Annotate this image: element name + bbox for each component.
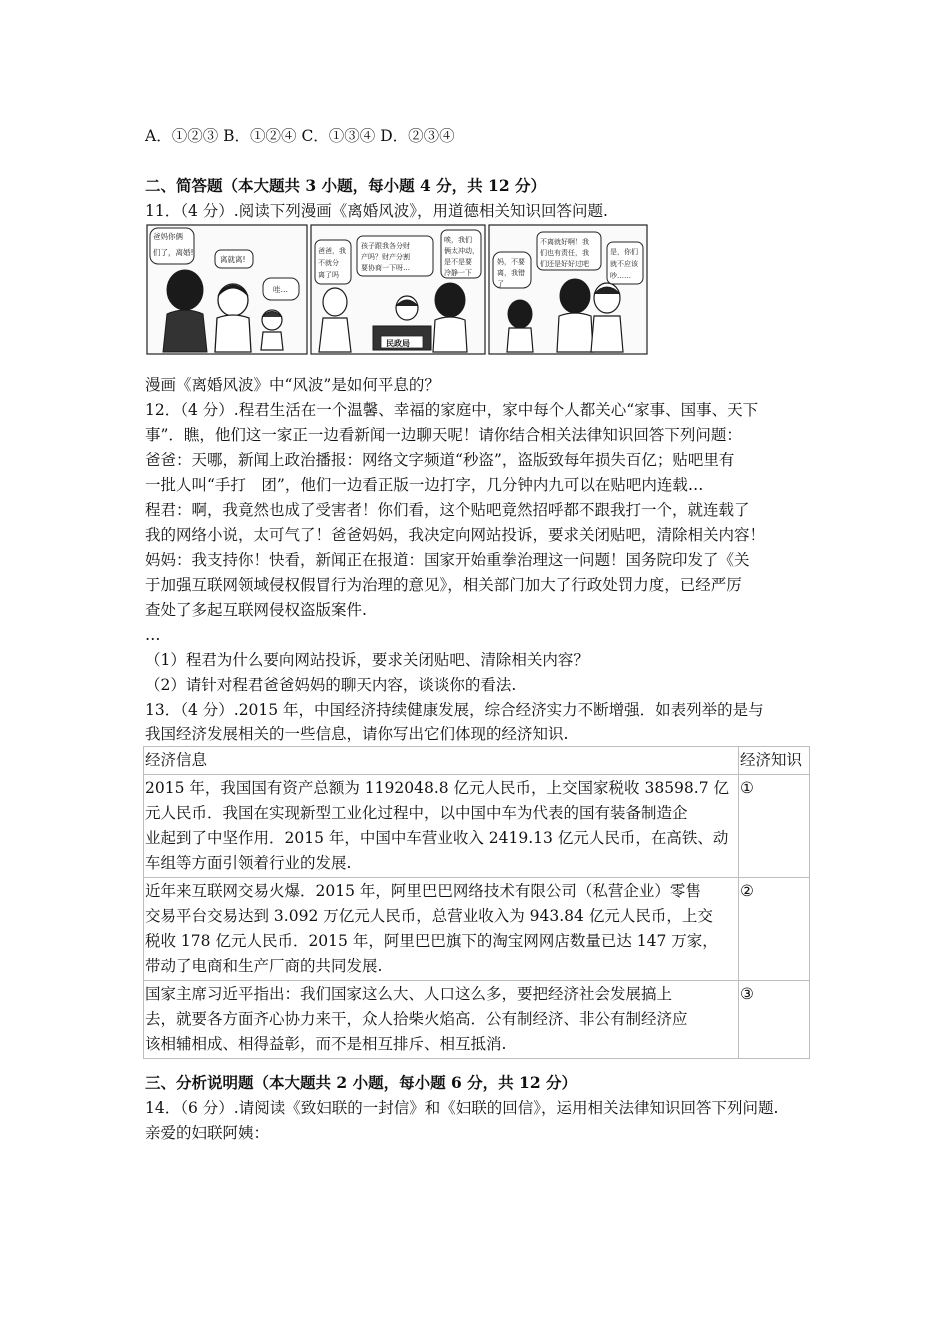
cell-line: 车组等方面引领着行业的发展. [145,854,352,872]
cell-line: 交易平台交易达到 3.092 万亿元人民币，总营业收入为 943.84 亿元人民币，上交 [145,907,713,925]
section2-heading: 二、简答题（本大题共 3 小题，每小题 4 分，共 12 分） [145,176,547,195]
cell-line: 税收 178 亿元人民币．2015 年，阿里巴巴旗下的淘宝网网店数量已达 147 万家， [145,932,718,950]
svg-text:是，你们: 是，你们 [610,248,638,256]
q12-line: 12．（4 分）.程君生活在一个温馨、幸福的家庭中，家中每个人都关心“家事、国事、天下 [145,401,759,419]
svg-text:们还是好好过吧: 们还是好好过吧 [540,260,589,268]
cell-line: 带动了电商和生产厂商的共同发展. [145,957,383,975]
section3-heading: 三、分析说明题（本大题共 2 小题，每小题 6 分，共 12 分） [145,1073,578,1092]
q12-subquestion-1: （1）程君为什么要向网站投诉，要求关闭贴吧、清除相关内容？ [145,651,589,669]
svg-text:是不是要: 是不是要 [444,258,472,266]
cell-line: 去，就要各方面齐心协力来干，众人拾柴火焰高．公有制经济、非公有制经济应 [145,1010,688,1028]
q12-line: 于加强互联网领域侵权假冒行为治理的意见》，相关部门加大了行政处罚力度，已经严厉 [145,576,742,594]
svg-text:了: 了 [497,280,504,288]
q11-stem: 11．（4 分）.阅读下列漫画《离婚风波》，用道德相关知识回答问题. [145,202,608,220]
svg-text:不就分: 不就分 [318,259,339,267]
cell-line: 2015 年，我国国有资产总额为 1192048.8 亿元人民币，上交国家税收 38598.7 亿 [145,779,729,797]
svg-text:冷静一下: 冷静一下 [444,269,472,277]
svg-text:要协商一下呀…: 要协商一下呀… [361,264,410,272]
q13-line: 我国经济发展相关的一些信息，请你写出它们体现的经济知识. [145,725,569,743]
q12-subquestion-2: （2）请针对程君爸爸妈妈的聊天内容，谈谈你的看法. [145,676,517,694]
q12-line: 爸爸：天哪，新闻上政治播报：网络文字频道“秒盗”，盗版致每年损失百亿；贴吧里有 [145,451,735,469]
table-cell-info [144,981,739,1059]
q12-line: 程君：啊，我竟然也成了受害者！你们看，这个贴吧竟然招呼都不跟我打一个，就连载了 [145,501,750,519]
table-row [144,981,810,1059]
svg-text:不离就好啊！我: 不离就好啊！我 [540,238,589,246]
svg-text:离了吗: 离了吗 [318,271,339,279]
table-row [144,775,810,878]
svg-text:爸爸，我: 爸爸，我 [318,247,346,255]
comic-text-p1-b1a: 爸妈你俩 [153,232,183,241]
comic-text-p1-b2: 离就离! [220,255,246,264]
q12-line: 一批人叫“手打 团”，他们一边看正版一边打字，几分钟内九可以在贴吧内连载… [145,476,704,494]
comic-text-p1-b3: 哇… [273,285,288,294]
table-cell-info [144,775,739,878]
svg-text:吵……: 吵…… [610,272,631,280]
table-header-knowledge: 经济知识 [739,747,810,775]
table-header-info: 经济信息 [144,747,739,775]
cell-line: 该相辅相成、相得益彰，而不是相互排斥、相互抵消. [145,1035,507,1053]
svg-text:俩太冲动，: 俩太冲动， [444,247,479,255]
cell-line: 元人民币．我国在实现新型工业化过程中，以中国中车为代表的国有装备制造企 [145,804,688,822]
table-header-row [144,747,810,775]
q14-stem: 14．（6 分）.请阅读《致妇联的一封信》和《妇联的回信》，运用相关法律知识回答下列问题. [145,1099,779,1117]
q12-ellipsis: … [145,626,161,644]
comic-text-p1-b1b: 们了，离婚! [153,248,194,257]
comic-sign-civil-affairs: 民政局 [386,339,410,348]
cell-line: 业起到了中坚作用．2015 年，中国中车营业收入 2419.13 亿元人民币，在高铁、动 [145,829,729,847]
q12-line: 妈妈：我支持你！快看，新闻正在报道：国家开始重拳治理这一问题！国务院印发了《关 [145,551,750,569]
economy-table [143,746,810,1059]
svg-text:产吗？财产分割: 产吗？财产分割 [361,253,410,261]
svg-text:们也有责任，我: 们也有责任，我 [540,249,589,257]
q12-line: 查处了多起互联网侵权盗版案件. [145,601,367,619]
table-row [144,878,810,981]
svg-text:孩子跟我各分财: 孩子跟我各分财 [361,242,410,250]
q13-line: 13．（4 分）.2015 年，中国经济持续健康发展，综合经济实力不断增强．如表列举的是与 [145,701,764,719]
table-cell-knowledge: ① [739,775,810,878]
cell-line: 近年来互联网交易火爆．2015 年，阿里巴巴网络技术有限公司（私营企业）零售 [145,882,701,900]
cell-line: 国家主席习近平指出：我们国家这么大、人口这么多，要把经济社会发展搞上 [145,985,673,1003]
q11-question: 漫画《离婚风波》中“风波”是如何平息的？ [145,376,440,394]
svg-text:妈，不要: 妈，不要 [497,258,525,266]
q10-options: A．①②③ B．①②④ C．①③④ D．②③④ [145,127,455,145]
table-cell-info [144,878,739,981]
svg-text:唉，我们: 唉，我们 [444,236,472,244]
table-cell-knowledge: ③ [739,981,810,1059]
q12-line: 事”．瞧，他们这一家正一边看新闻一边聊天呢！请你结合相关法律知识回答下列问题： [145,426,742,444]
svg-text:离，我错: 离，我错 [497,269,525,277]
svg-text:就不应该: 就不应该 [610,260,638,268]
q14-salutation: 亲爱的妇联阿姨： [145,1124,270,1142]
q12-line: 我的网络小说，太可气了！爸爸妈妈，我决定向网站投诉，要求关闭贴吧，清除相关内容！ [145,526,766,544]
comic-divorce-storm [145,222,650,357]
table-cell-knowledge: ② [739,878,810,981]
